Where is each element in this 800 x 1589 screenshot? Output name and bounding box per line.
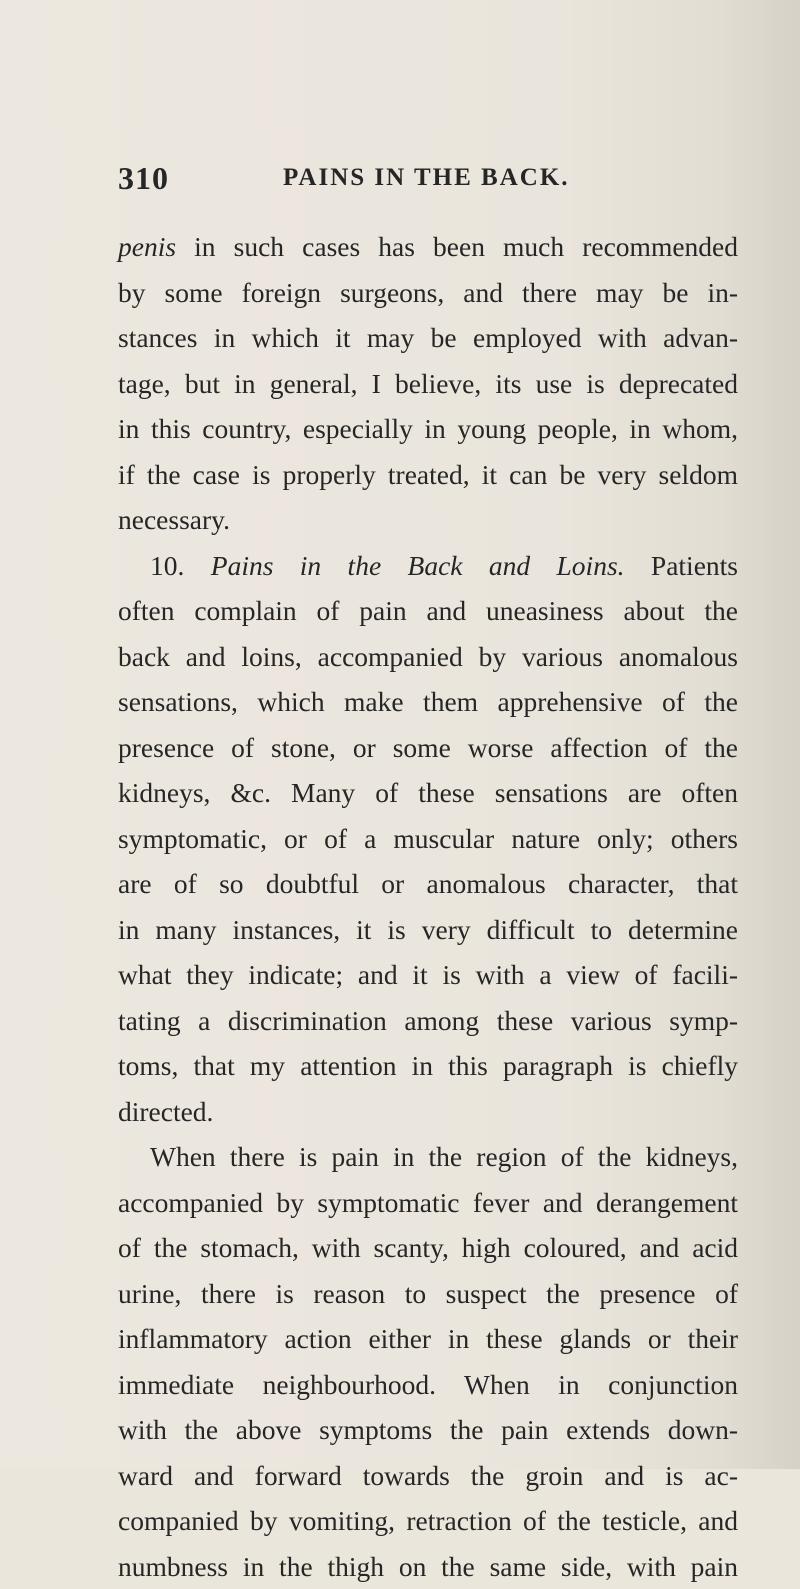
italic-word: penis	[118, 231, 176, 262]
text-line: kidneys, &c. Many of these sensations are often	[118, 770, 738, 816]
line-text: in such cases has been much recommended	[176, 231, 738, 262]
text-line: symptomatic, or of a muscular nature only; others	[118, 816, 738, 862]
text-line: ward and forward towards the groin and is ac-	[118, 1453, 738, 1499]
section-title: Pains in the Back and Loins.	[211, 550, 625, 581]
body-text	[118, 224, 738, 1589]
text-line: with the above symptoms the pain extends down-	[118, 1407, 738, 1453]
text-line: companied by vomiting, retraction of the testicle, and	[118, 1498, 738, 1544]
text-line	[118, 224, 738, 270]
text-line: tage, but in general, I believe, its use is deprecated	[118, 361, 738, 407]
text-line: directed.	[118, 1089, 738, 1135]
text-line: stances in which it may be employed with advan-	[118, 315, 738, 361]
text-line: presence of stone, or some worse affection of the	[118, 725, 738, 771]
running-title: PAINS IN THE BACK.	[283, 164, 570, 192]
section-heading-line	[118, 543, 738, 589]
text-line: inflammatory action either in these glands or their	[118, 1316, 738, 1362]
page-header	[118, 160, 738, 200]
text-line: are of so doubtful or anomalous character, that	[118, 861, 738, 907]
text-line: in this country, especially in young people, in whom,	[118, 406, 738, 452]
text-line: by some foreign surgeons, and there may be in-	[118, 270, 738, 316]
text-line: tating a discrimination among these various symp-	[118, 998, 738, 1044]
text-line: what they indicate; and it is with a view of facili-	[118, 952, 738, 998]
text-line: back and loins, accompanied by various anomalous	[118, 634, 738, 680]
text-line: numbness in the thigh on the same side, with pain	[118, 1544, 738, 1589]
text-line: urine, there is reason to suspect the presence of	[118, 1271, 738, 1317]
text-line: When there is pain in the region of the kidneys,	[118, 1134, 738, 1180]
text-line: often complain of pain and uneasiness about the	[118, 588, 738, 634]
text-line: sensations, which make them apprehensive of the	[118, 679, 738, 725]
page-number: 310	[118, 160, 169, 197]
section-number: 10.	[150, 550, 211, 581]
text-line: necessary.	[118, 497, 738, 543]
text-line: of the stomach, with scanty, high coloured, and acid	[118, 1225, 738, 1271]
text-line: toms, that my attention in this paragraph is chiefly	[118, 1043, 738, 1089]
text-line: accompanied by symptomatic fever and derangement	[118, 1180, 738, 1226]
text-line: if the case is properly treated, it can be very seldom	[118, 452, 738, 498]
text-line: in many instances, it is very difficult to determine	[118, 907, 738, 953]
text-line: immediate neighbourhood. When in conjunction	[118, 1362, 738, 1408]
line-text: Patients	[625, 550, 738, 581]
